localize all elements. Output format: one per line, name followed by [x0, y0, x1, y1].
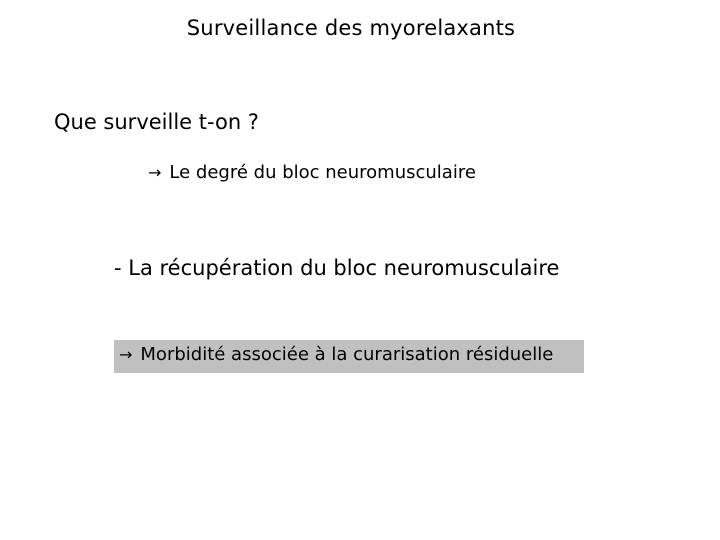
bullet-point-recovery	[114, 256, 559, 280]
bullet-text: La récupération du bloc neuromusculaire	[128, 256, 560, 280]
right-arrow-icon: →	[148, 163, 162, 182]
highlighted-bullet-morbidity	[114, 340, 584, 373]
right-arrow-icon: →	[119, 345, 133, 364]
bullet-text: Morbidité associée à la curarisation résiduelle	[140, 344, 554, 365]
slide-title: Surveillance des myorelaxants	[186, 16, 516, 40]
question-heading: Que surveille t-on ?	[54, 110, 259, 134]
bullet-point-degree	[148, 162, 476, 183]
bullet-text: Le degré du bloc neuromusculaire	[169, 162, 476, 183]
dash-marker: -	[114, 256, 122, 280]
